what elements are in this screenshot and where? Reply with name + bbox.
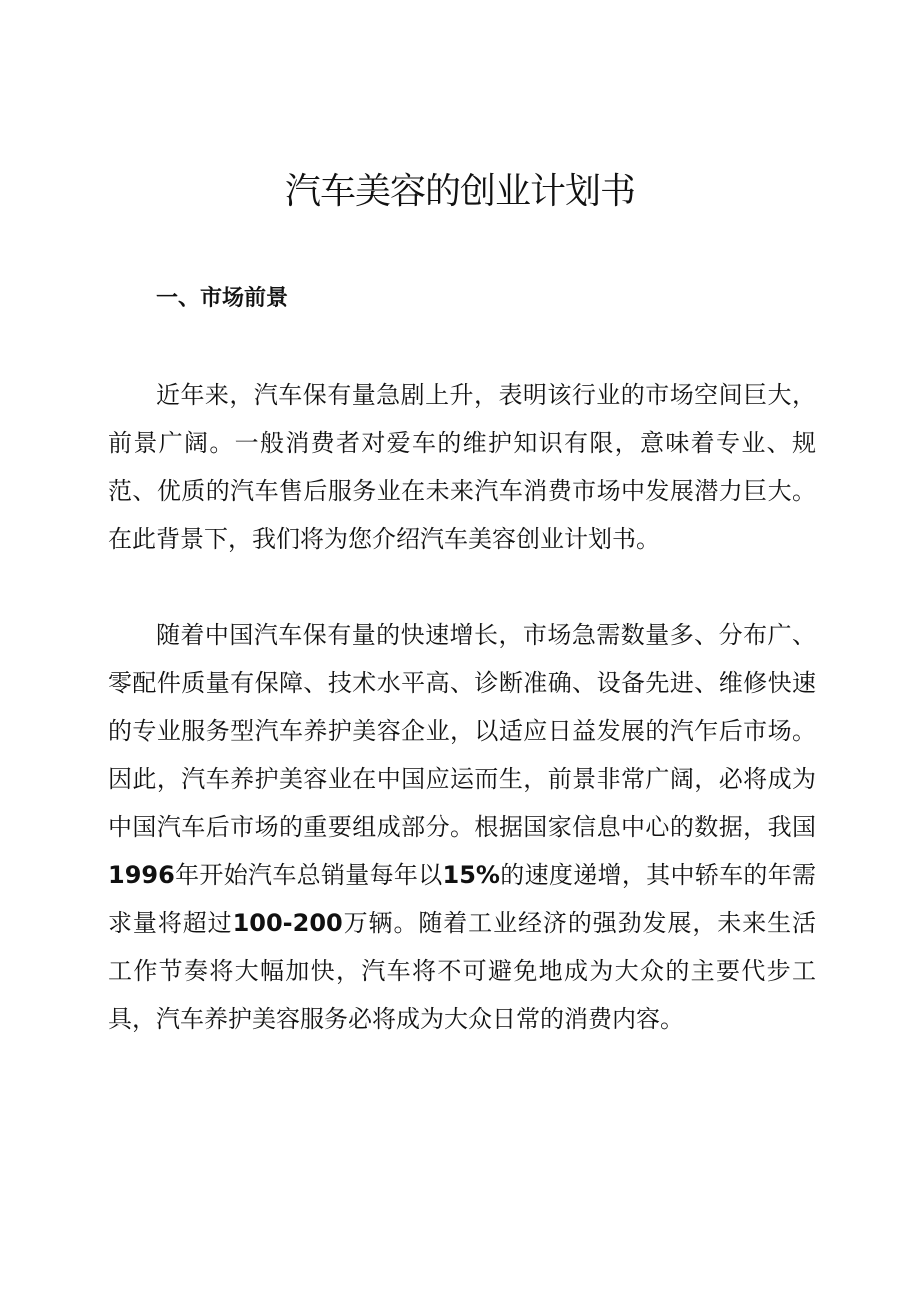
- demand-range-value: 100-200: [232, 909, 343, 937]
- paragraph-market-growth: [108, 611, 816, 1043]
- section-heading-market-prospect: 一、市场前景: [156, 286, 289, 311]
- paragraph-text: 万辆。随着工业经济的强劲发展，未来生活工作节奏将大幅加快，汽车将不可避免地成为大众的主要代步工具，汽车养护美容服务必将成为大众日常的消费内容。: [108, 909, 817, 1033]
- paragraph-text: 随着中国汽车保有量的快速增长，市场急需数量多、分布广、零配件质量有保障、技术水平高、诊断准确、设备先进、维修快速的专业服务型汽车养护美容企业，以适应日益发展的汽乍后市场。因此，汽车养护美容业在中国应运而生，前景非常广阔，必将成为中国汽车后市场的重要组成部分。根据国家信息中心的数据，我国: [108, 621, 816, 841]
- paragraph-intro: 近年来，汽车保有量急剧上升，表明该行业的市场空间巨大，前景广阔。一般消费者对爱车的维护知识有限，意味着专业、规范、优质的汽车售后服务业在未来汽车消费市场中发展潜力巨大。在此背景下，我们将为您介绍汽车美容创业计划书。: [108, 381, 816, 553]
- paragraph-text: 年开始汽车总销量每年以: [174, 861, 443, 889]
- paragraph-text: 的速度递增，其中轿车的年需求量将超过: [108, 861, 817, 937]
- year-value: 1996: [108, 861, 175, 889]
- document-title: 汽车美容的创业计划书: [284, 171, 635, 212]
- growth-rate-value: 15%: [442, 861, 500, 889]
